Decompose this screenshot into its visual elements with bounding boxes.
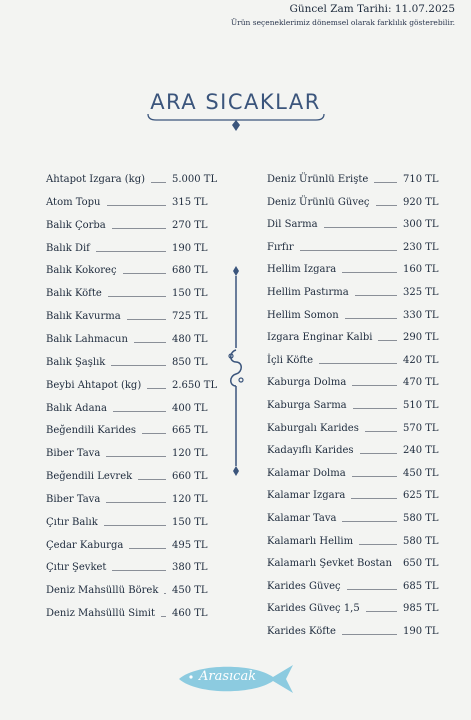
menu-item-leader-line xyxy=(324,227,397,228)
menu-item-leader-line xyxy=(113,411,166,412)
menu-item-name: Kalamarlı Hellim xyxy=(267,535,354,547)
menu-item xyxy=(46,243,226,257)
menu-item-price: 580 TL xyxy=(403,535,439,547)
menu-item xyxy=(267,626,447,640)
menu-item-name: Dil Sarma xyxy=(267,219,318,231)
menu-item-name: Karides Güveç 1,5 xyxy=(267,603,360,615)
menu-item xyxy=(46,380,226,394)
menu-item-name: Karides Köfte xyxy=(267,626,336,637)
menu-item-leader-line xyxy=(111,365,166,366)
menu-item xyxy=(267,197,447,211)
menu-item xyxy=(46,425,226,439)
menu-item-leader-line xyxy=(134,342,166,343)
menu-item-leader-line xyxy=(112,570,166,571)
menu-item-name: Çıtır Şevket xyxy=(46,562,107,574)
menu-item-leader-line xyxy=(129,548,166,549)
menu-item-name: Kalamarlı Şevket Bostan xyxy=(267,558,392,570)
menu-item xyxy=(46,357,226,371)
menu-item xyxy=(267,558,447,572)
menu-item-name: Hellim Somon xyxy=(267,309,339,321)
menu-item xyxy=(46,540,226,554)
menu-item xyxy=(267,174,447,188)
menu-item xyxy=(267,513,447,527)
menu-item xyxy=(267,377,447,391)
menu-item-price: 710 TL xyxy=(403,174,439,185)
menu-item-price: 460 TL xyxy=(172,608,208,620)
menu-item-price: 240 TL xyxy=(403,445,439,457)
menu-item-name: Balık Adana xyxy=(46,402,107,414)
menu-item-leader-line xyxy=(164,593,166,594)
menu-item-leader-line xyxy=(123,273,166,274)
menu-item xyxy=(267,490,447,504)
menu-item-price: 290 TL xyxy=(403,332,439,344)
menu-item-price: 120 TL xyxy=(172,448,208,460)
menu-item-price: 330 TL xyxy=(403,309,439,321)
menu-item-name: Balık Köfte xyxy=(46,288,102,300)
menu-item-price: 150 TL xyxy=(172,516,208,528)
menu-item-price: 725 TL xyxy=(172,311,208,323)
menu-item-price: 315 TL xyxy=(172,196,208,208)
menu-item-price: 850 TL xyxy=(172,356,208,368)
menu-item-leader-line xyxy=(147,388,166,389)
menu-item xyxy=(46,220,226,234)
menu-item-price: 450 TL xyxy=(403,467,439,479)
menu-item-name: Çıtır Balık xyxy=(46,516,98,528)
menu-item-name: Balık Lahmacun xyxy=(46,333,128,345)
logo-text: Arasıcak xyxy=(199,669,257,684)
menu-item-leader-line xyxy=(342,272,397,273)
title-underline-ornament-icon xyxy=(146,112,326,134)
menu-item-price: 480 TL xyxy=(172,333,208,345)
menu-item-price: 190 TL xyxy=(172,242,208,254)
menu-item xyxy=(46,403,226,417)
menu-item xyxy=(267,581,447,595)
menu-item-leader-line xyxy=(376,205,397,206)
menu-item xyxy=(46,562,226,576)
menu-item-leader-line xyxy=(319,363,397,364)
menu-item-name: Beybi Ahtapot (kg) xyxy=(46,379,142,391)
menu-item-name: Kaburga Dolma xyxy=(267,377,347,389)
menu-item-price: 5.000 TL xyxy=(172,174,218,185)
menu-item-name: Balık Kavurma xyxy=(46,311,121,323)
menu-item-price: 495 TL xyxy=(172,539,208,551)
menu-item-price: 190 TL xyxy=(403,626,439,637)
menu-item-leader-line xyxy=(359,544,397,545)
menu-item-leader-line xyxy=(161,616,166,617)
vertical-ornament-divider-icon xyxy=(226,266,246,478)
menu-item xyxy=(46,448,226,462)
menu-item-name: İçli Köfte xyxy=(267,354,313,366)
menu-item-price: 420 TL xyxy=(403,354,439,366)
menu-item-leader-line xyxy=(374,182,397,183)
menu-item xyxy=(267,468,447,482)
menu-item-leader-line xyxy=(342,634,397,635)
menu-item-price: 230 TL xyxy=(403,241,439,253)
menu-item-leader-line xyxy=(355,295,397,296)
menu-item-leader-line xyxy=(106,456,166,457)
menu-item-name: Beğendili Levrek xyxy=(46,471,133,483)
menu-item xyxy=(267,355,447,369)
menu-item-price: 400 TL xyxy=(172,402,208,414)
menu-item-leader-line xyxy=(107,205,166,206)
menu-item-price: 120 TL xyxy=(172,493,208,505)
menu-item-name: Deniz Ürünlü Güveç xyxy=(267,196,370,208)
menu-item-leader-line xyxy=(366,611,397,612)
menu-item xyxy=(267,423,447,437)
menu-item-price: 660 TL xyxy=(172,471,208,483)
menu-item-leader-line xyxy=(106,502,166,503)
menu-item xyxy=(267,242,447,256)
menu-item-price: 450 TL xyxy=(172,585,208,597)
menu-item-name: Karides Güveç xyxy=(267,580,341,592)
menu-item-leader-line xyxy=(353,408,397,409)
menu-item-name: Kalamar Dolma xyxy=(267,467,346,479)
menu-item-leader-line xyxy=(108,296,166,297)
menu-item-name: Fırfır xyxy=(267,241,294,253)
menu-item-leader-line xyxy=(104,525,166,526)
menu-item-leader-line xyxy=(365,431,397,432)
menu-item-price: 985 TL xyxy=(403,603,439,615)
menu-item-leader-line xyxy=(112,228,166,229)
menu-item-name: Izgara Enginar Kalbi xyxy=(267,332,373,344)
price-update-date: Güncel Zam Tarihi: 11.07.2025 xyxy=(289,3,455,15)
menu-item xyxy=(267,264,447,278)
menu-item-name: Hellim Izgara xyxy=(267,264,337,276)
menu-item-price: 580 TL xyxy=(403,513,439,524)
menu-item-price: 650 TL xyxy=(403,558,439,570)
menu-item xyxy=(46,517,226,531)
menu-item-leader-line xyxy=(352,476,397,477)
brand-logo xyxy=(175,662,300,700)
page-title: ARA SICAKLAR xyxy=(150,90,321,114)
menu-item-name: Balık Çorba xyxy=(46,219,106,231)
menu-item-price: 685 TL xyxy=(403,580,439,592)
menu-item-leader-line xyxy=(96,251,166,252)
menu-item-price: 380 TL xyxy=(172,562,208,574)
menu-item-leader-line xyxy=(347,589,397,590)
menu-item xyxy=(46,585,226,599)
menu-item-price: 470 TL xyxy=(403,377,439,389)
menu-item-name: Kalamar Izgara xyxy=(267,490,346,502)
menu-item-price: 570 TL xyxy=(403,422,439,434)
menu-item xyxy=(267,219,447,233)
menu-item-leader-line xyxy=(345,318,397,319)
menu-item-price: 150 TL xyxy=(172,288,208,300)
menu-item xyxy=(46,197,226,211)
menu-item-price: 625 TL xyxy=(403,490,439,502)
menu-item-leader-line xyxy=(342,521,397,522)
menu-item-name: Kaburgalı Karides xyxy=(267,422,359,434)
menu-item xyxy=(46,311,226,325)
menu-item xyxy=(267,332,447,346)
menu-item xyxy=(46,608,226,622)
menu-item-name: Hellim Pastırma xyxy=(267,287,349,298)
menu-item xyxy=(267,287,447,301)
menu-item-name: Kaburga Sarma xyxy=(267,400,347,411)
menu-item-price: 680 TL xyxy=(172,265,208,277)
menu-item-name: Balık Dif xyxy=(46,242,90,254)
menu-item xyxy=(46,174,226,188)
menu-item-name: Beğendili Karides xyxy=(46,425,137,437)
menu-item xyxy=(267,400,447,414)
menu-item-leader-line xyxy=(351,498,397,499)
menu-item-name: Deniz Ürünlü Erişte xyxy=(267,174,369,185)
menu-item-price: 920 TL xyxy=(403,196,439,208)
menu-item-price: 300 TL xyxy=(403,219,439,231)
menu-item xyxy=(267,536,447,550)
menu-item-leader-line xyxy=(127,319,166,320)
menu-item xyxy=(267,310,447,324)
menu-item-price: 160 TL xyxy=(403,264,439,276)
menu-item-name: Balık Kokoreç xyxy=(46,265,117,277)
menu-item-price: 2.650 TL xyxy=(172,379,218,391)
menu-item-leader-line xyxy=(142,433,166,434)
menu-item-leader-line xyxy=(378,340,397,341)
menu-item-leader-line xyxy=(300,250,397,251)
menu-item-price: 270 TL xyxy=(172,219,208,231)
menu-item xyxy=(46,288,226,302)
menu-item-name: Biber Tava xyxy=(46,493,101,505)
menu-item xyxy=(46,494,226,508)
menu-item-leader-line xyxy=(151,182,166,183)
menu-item-name: Atom Topu xyxy=(46,196,101,208)
menu-item xyxy=(267,445,447,459)
availability-note: Ürün seçeneklerimiz dönemsel olarak farklılık gösterebilir. xyxy=(230,18,455,27)
menu-item-name: Balık Şaşlık xyxy=(46,356,106,368)
menu-item-name: Kadayıflı Karides xyxy=(267,445,354,457)
menu-item-price: 325 TL xyxy=(403,287,439,298)
menu-item-name: Biber Tava xyxy=(46,448,101,460)
menu-item-leader-line xyxy=(352,385,397,386)
menu-item xyxy=(46,471,226,485)
menu-item-leader-line xyxy=(138,479,166,480)
menu-item-price: 510 TL xyxy=(403,400,439,411)
menu-item-name: Deniz Mahsüllü Börek xyxy=(46,585,159,597)
menu-item-name: Deniz Mahsüllü Simit xyxy=(46,608,155,620)
menu-item xyxy=(46,334,226,348)
menu-item-name: Çedar Kaburga xyxy=(46,539,124,551)
menu-item-name: Kalamar Tava xyxy=(267,513,337,524)
menu-item-leader-line xyxy=(360,453,397,454)
menu-item-price: 665 TL xyxy=(172,425,208,437)
menu-item xyxy=(46,265,226,279)
menu-item-name: Ahtapot Izgara (kg) xyxy=(46,174,146,185)
menu-item xyxy=(267,603,447,617)
